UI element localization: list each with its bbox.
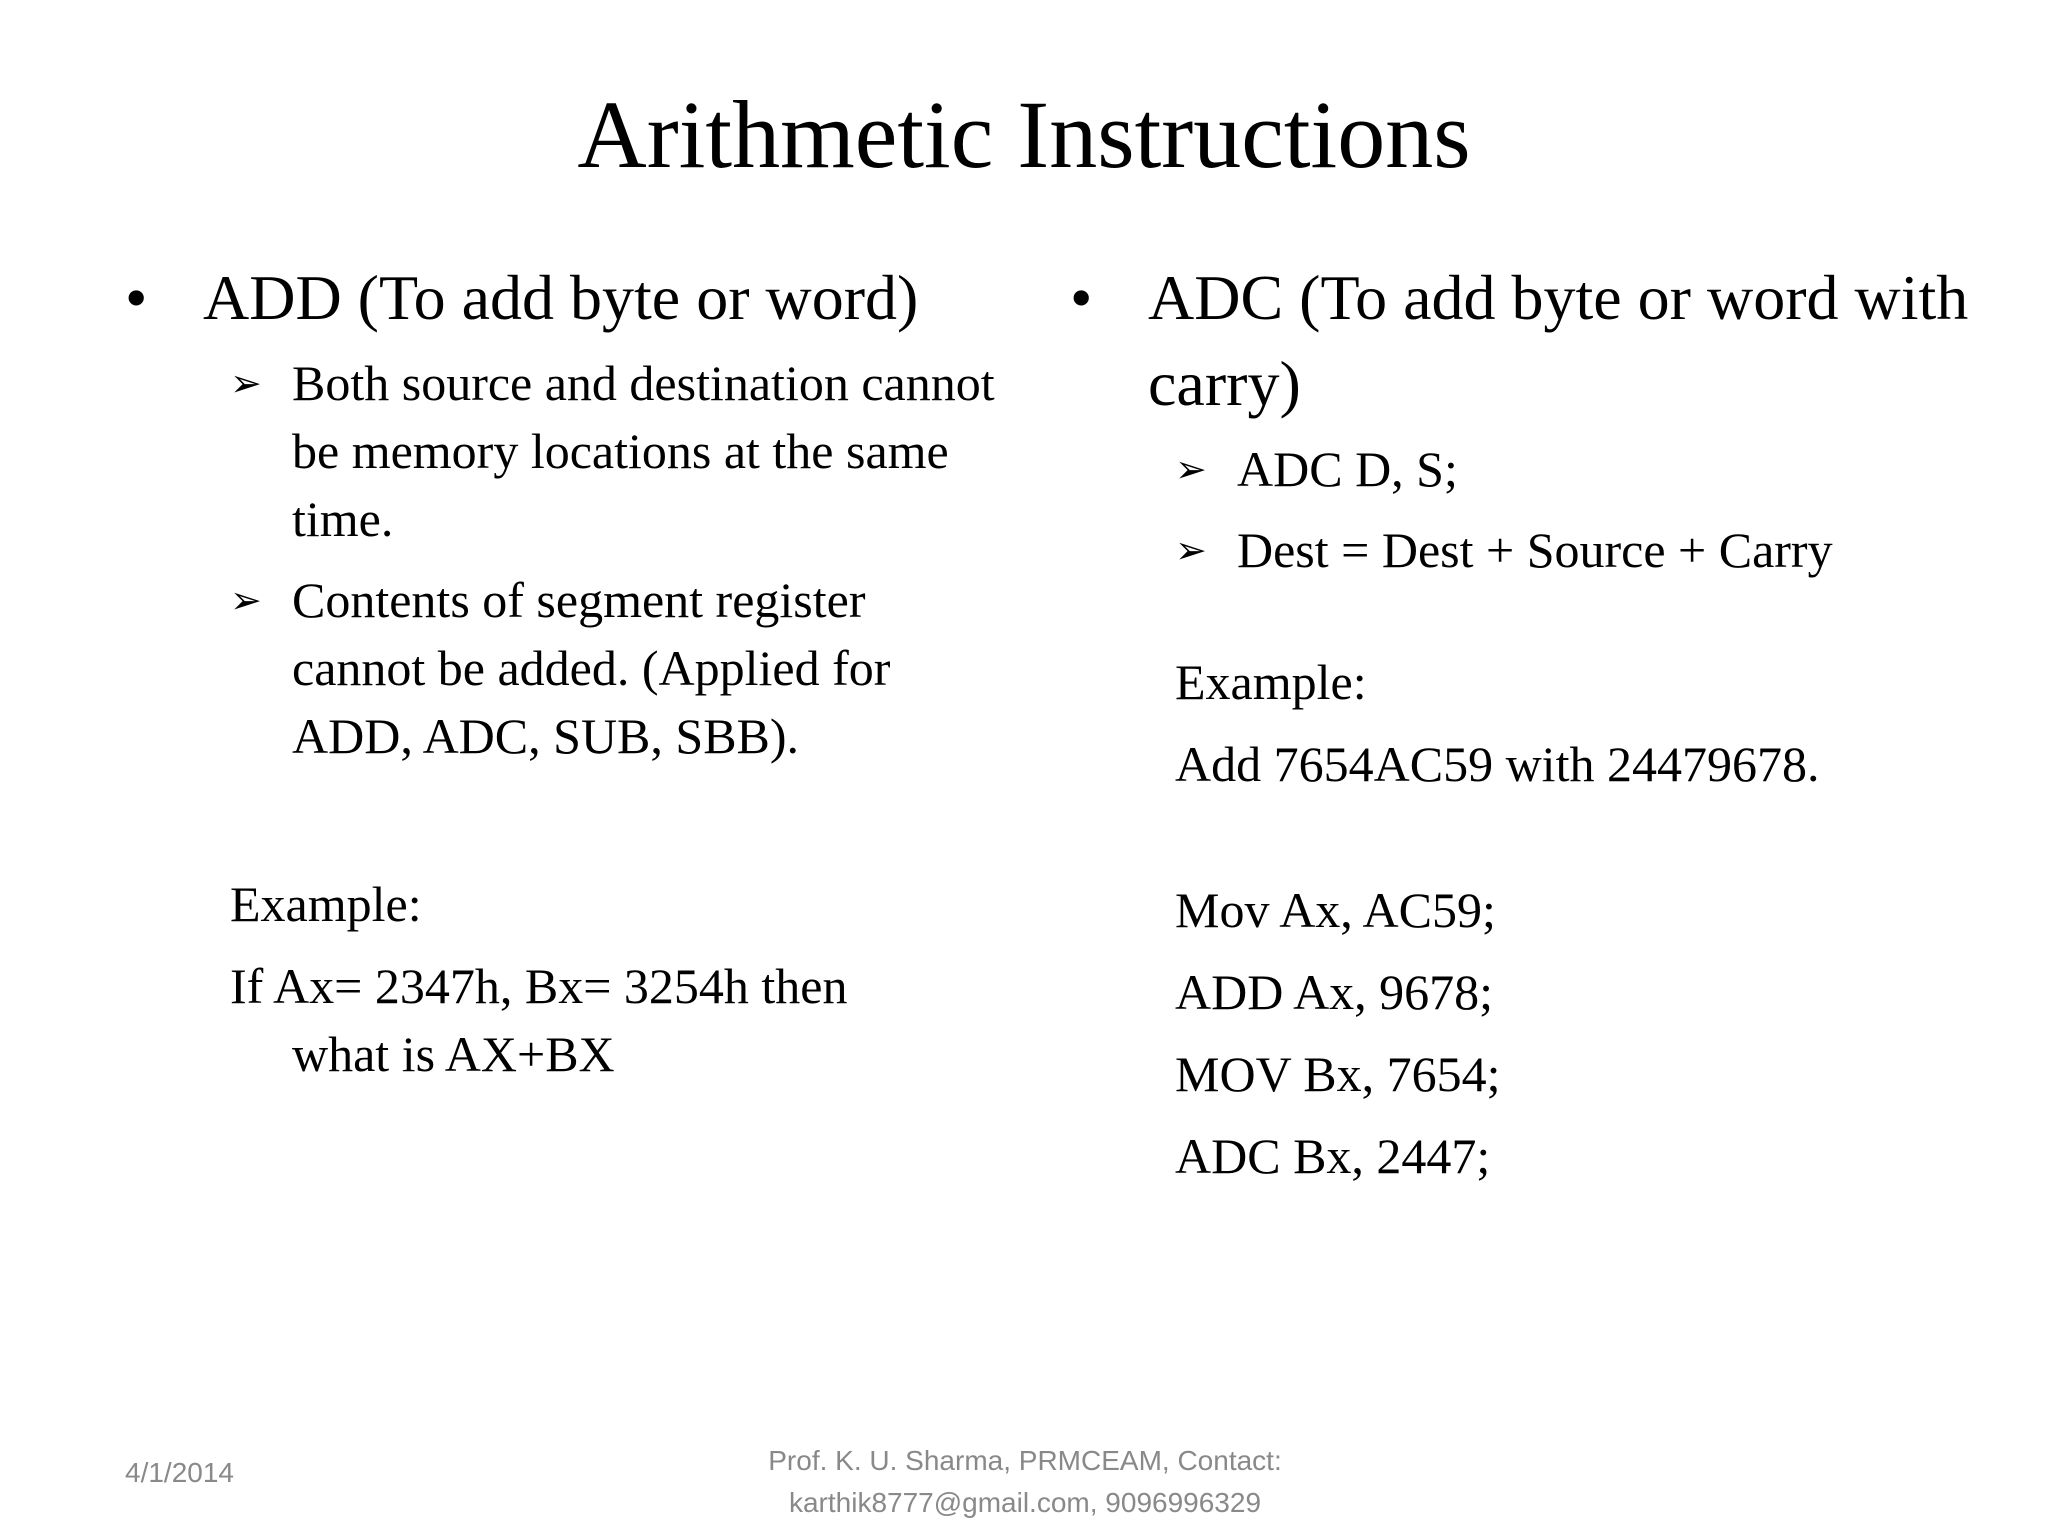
adc-point — [1175, 435, 2000, 503]
adc-bullet — [1070, 255, 2000, 427]
left-column — [125, 255, 1005, 1088]
add-heading: ADD (To add byte or word) — [203, 262, 919, 333]
arrow-bullet-icon: ➢ — [1175, 447, 1207, 491]
add-points — [230, 349, 1005, 770]
footer-date: 4/1/2014 — [125, 1457, 234, 1488]
right-column — [1070, 255, 2000, 1204]
code-line: MOV Bx, 7654; — [1175, 1046, 1501, 1102]
arrow-bullet-icon: ➢ — [230, 578, 262, 622]
add-example-line1: If Ax= 2347h, Bx= 3254h then — [230, 958, 848, 1014]
slide-title: Arithmetic Instructions — [577, 81, 1471, 188]
adc-example — [1175, 648, 2000, 1190]
adc-example-task: Add 7654AC59 with 24479678. — [1175, 736, 1820, 792]
add-example — [230, 870, 1005, 1088]
add-example-label: Example: — [230, 876, 422, 932]
arrow-bullet-icon: ➢ — [1175, 528, 1207, 572]
add-example-line2: what is AX+BX — [292, 1026, 615, 1082]
adc-points — [1175, 435, 2000, 584]
add-point — [230, 349, 1005, 553]
bullet-dot-icon: • — [125, 262, 148, 333]
arrow-bullet-icon: ➢ — [230, 361, 262, 405]
code-line: ADD Ax, 9678; — [1175, 964, 1494, 1020]
add-bullet — [125, 255, 1005, 341]
adc-point — [1175, 516, 2000, 584]
footer-line1: Prof. K. U. Sharma, PRMCEAM, Contact: — [768, 1445, 1282, 1476]
add-point — [230, 566, 1005, 770]
adc-heading: ADC (To add byte or word with carry) — [1148, 262, 1969, 419]
add-point-text: Contents of segment register cannot be added. (Applied for ADD, ADC, SUB, SBB). — [292, 572, 891, 764]
add-point-text: Both source and destination cannot be memory locations at the same time. — [292, 355, 995, 547]
code-line: ADC Bx, 2447; — [1175, 1128, 1491, 1184]
footer-line2: karthik8777@gmail.com, 9096996329 — [788, 1487, 1262, 1518]
adc-point-text: ADC D, S; — [1237, 441, 1458, 497]
adc-example-label: Example: — [1175, 654, 1367, 710]
spacer — [1175, 812, 2000, 876]
adc-point-text: Dest = Dest + Source + Carry — [1237, 522, 1833, 578]
code-line: Mov Ax, AC59; — [1175, 882, 1496, 938]
bullet-dot-icon: • — [1070, 262, 1093, 333]
footer-author — [680, 1440, 1370, 1524]
